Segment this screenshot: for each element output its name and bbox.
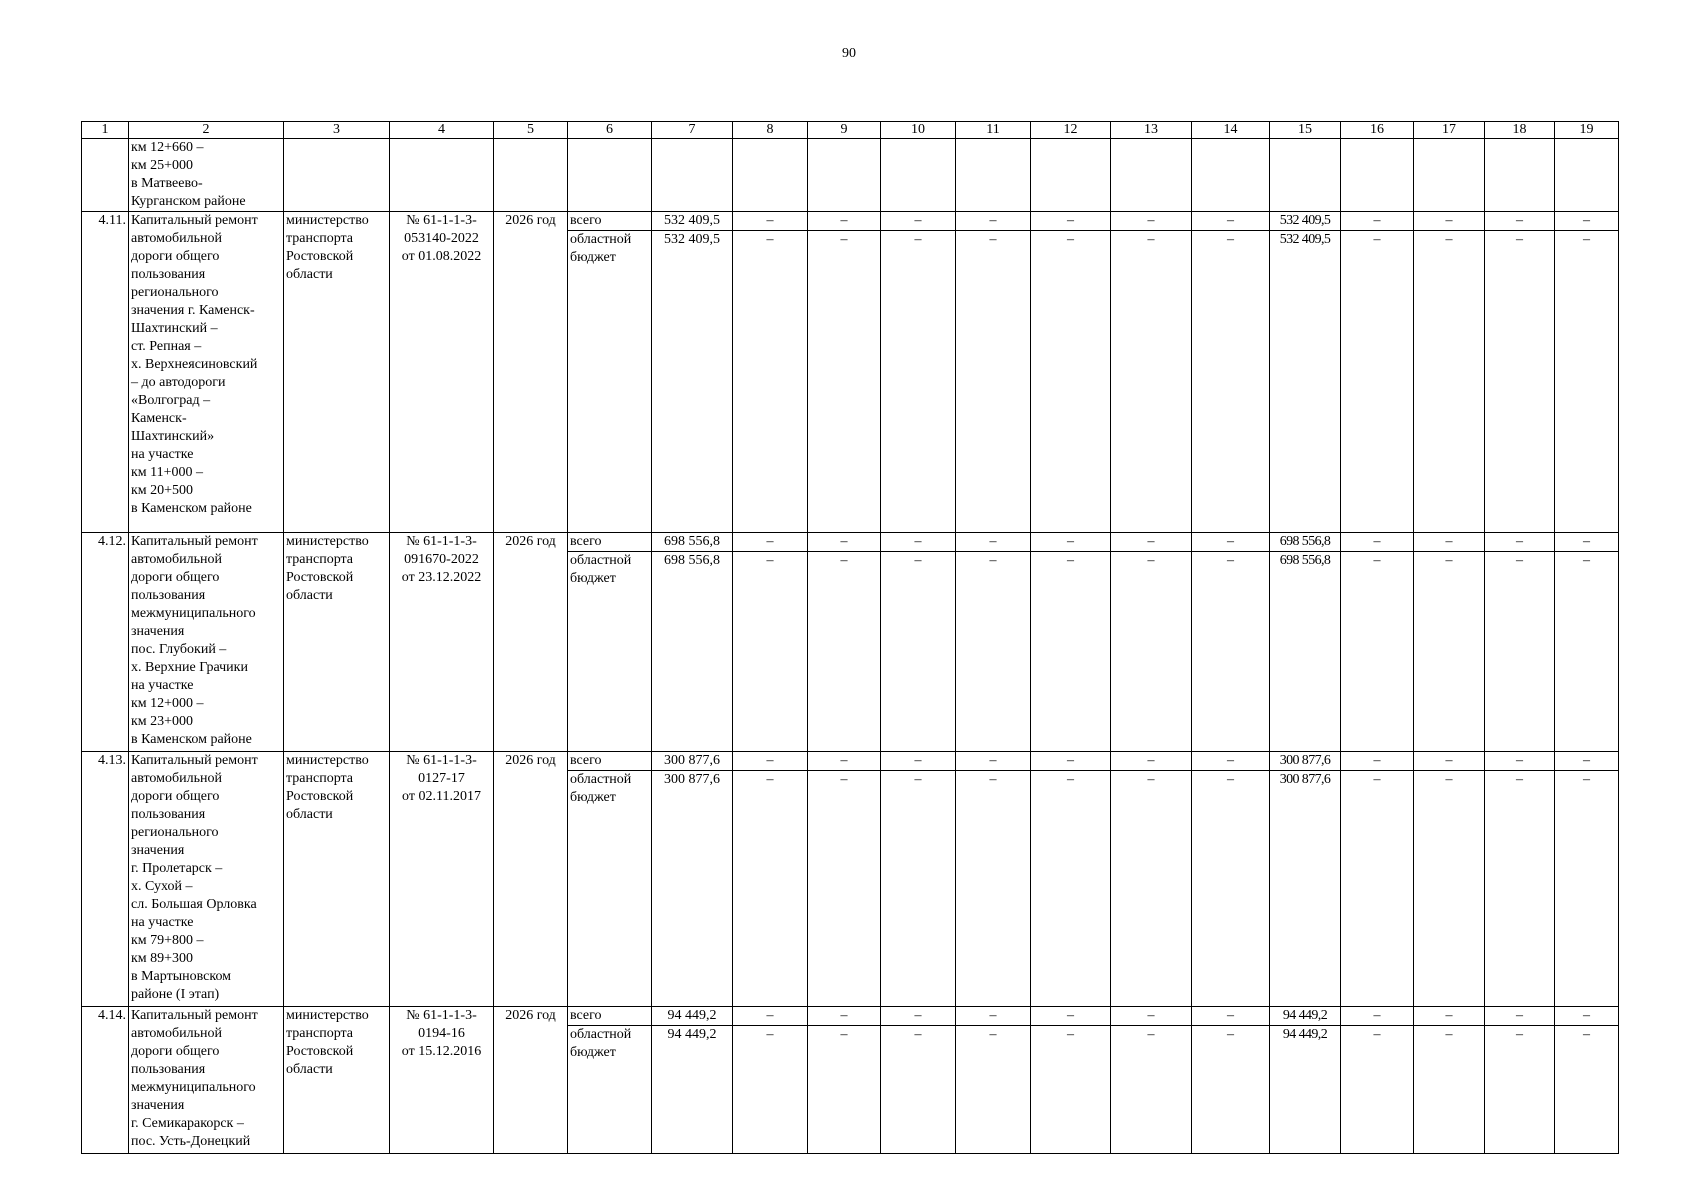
dash-cell: – bbox=[1485, 212, 1555, 231]
funding-source: областной бюджет bbox=[568, 552, 652, 752]
dash-cell: – bbox=[1031, 552, 1111, 752]
dash-cell: – bbox=[956, 212, 1031, 231]
object-name: Капитальный ремонт автомобильной дороги общего пользования межмуниципального значения пос. Глубокий – х. Верхние Грачики на участке км 12+000 – км 23+000 в Каменском районе bbox=[129, 533, 284, 752]
dash-cell: – bbox=[956, 1026, 1031, 1154]
dash-cell: – bbox=[1192, 1007, 1270, 1026]
col-header: 13 bbox=[1111, 122, 1192, 139]
dash-cell: – bbox=[1341, 771, 1414, 1007]
dash-cell: – bbox=[1341, 212, 1414, 231]
funding-source: областной бюджет bbox=[568, 771, 652, 1007]
dash-cell: – bbox=[1485, 1026, 1555, 1154]
dash-cell: – bbox=[881, 771, 956, 1007]
dash-cell: – bbox=[1414, 771, 1485, 1007]
table-row bbox=[82, 533, 1619, 552]
executor: министерство транспорта Ростовской области bbox=[284, 533, 390, 752]
row-number: 4.13. bbox=[82, 752, 129, 1007]
dash-cell: – bbox=[1111, 1026, 1192, 1154]
dash-cell: – bbox=[1111, 771, 1192, 1007]
dash-cell: – bbox=[1031, 231, 1111, 533]
amount-total: 94 449,2 bbox=[652, 1007, 733, 1026]
funding-source: всего bbox=[568, 212, 652, 231]
dash-cell: – bbox=[1485, 533, 1555, 552]
dash-cell: – bbox=[956, 1007, 1031, 1026]
table-row bbox=[82, 752, 1619, 771]
dash-cell: – bbox=[1555, 771, 1619, 1007]
dash-cell: – bbox=[1111, 533, 1192, 552]
dash-cell: – bbox=[1414, 212, 1485, 231]
dash-cell: – bbox=[1555, 552, 1619, 752]
dash-cell: – bbox=[881, 752, 956, 771]
amount-total: 300 877,6 bbox=[652, 771, 733, 1007]
amount-2026: 94 449,2 bbox=[1270, 1026, 1341, 1154]
dash-cell: – bbox=[1341, 1026, 1414, 1154]
year: 2026 год bbox=[494, 1007, 568, 1154]
dash-cell: – bbox=[881, 1026, 956, 1154]
dash-cell: – bbox=[1192, 212, 1270, 231]
amount-total: 532 409,5 bbox=[652, 212, 733, 231]
col-header: 18 bbox=[1485, 122, 1555, 139]
amount-total: 300 877,6 bbox=[652, 752, 733, 771]
dash-cell: – bbox=[808, 1026, 881, 1154]
dash-cell: – bbox=[1111, 552, 1192, 752]
col-header: 19 bbox=[1555, 122, 1619, 139]
col-header: 16 bbox=[1341, 122, 1414, 139]
document-number: № 61-1-1-3- 091670-2022 от 23.12.2022 bbox=[390, 533, 494, 752]
object-name: Капитальный ремонт автомобильной дороги общего пользования регионального значения г. Пролетарск – х. Сухой – сл. Большая Орловка на участке км 79+800 – км 89+300 в Мартыновском районе (I этап) bbox=[129, 752, 284, 1007]
dash-cell: – bbox=[733, 771, 808, 1007]
dash-cell: – bbox=[1111, 1007, 1192, 1026]
dash-cell: – bbox=[1414, 752, 1485, 771]
col-header: 6 bbox=[568, 122, 652, 139]
document-number: № 61-1-1-3- 0194-16 от 15.12.2016 bbox=[390, 1007, 494, 1154]
dash-cell: – bbox=[1192, 231, 1270, 533]
dash-cell: – bbox=[956, 231, 1031, 533]
dash-cell: – bbox=[1192, 771, 1270, 1007]
funding-source: областной бюджет bbox=[568, 231, 652, 533]
col-header: 15 bbox=[1270, 122, 1341, 139]
year: 2026 год bbox=[494, 752, 568, 1007]
dash-cell: – bbox=[1111, 231, 1192, 533]
dash-cell: – bbox=[733, 1007, 808, 1026]
amount-2026: 94 449,2 bbox=[1270, 1007, 1341, 1026]
object-name-continued: км 12+660 – км 25+000 в Матвеево- Курганском районе bbox=[129, 139, 284, 212]
dash-cell: – bbox=[1031, 1026, 1111, 1154]
col-header: 8 bbox=[733, 122, 808, 139]
dash-cell: – bbox=[733, 533, 808, 552]
executor: министерство транспорта Ростовской области bbox=[284, 752, 390, 1007]
amount-total: 698 556,8 bbox=[652, 552, 733, 752]
dash-cell: – bbox=[881, 1007, 956, 1026]
dash-cell: – bbox=[881, 552, 956, 752]
dash-cell: – bbox=[1341, 552, 1414, 752]
year: 2026 год bbox=[494, 533, 568, 752]
dash-cell: – bbox=[808, 771, 881, 1007]
amount-total: 94 449,2 bbox=[652, 1026, 733, 1154]
dash-cell: – bbox=[1341, 231, 1414, 533]
dash-cell: – bbox=[1555, 231, 1619, 533]
funding-source: всего bbox=[568, 1007, 652, 1026]
dash-cell: – bbox=[1414, 1007, 1485, 1026]
object-name: Капитальный ремонт автомобильной дороги общего пользования регионального значения г. Каменск- Шахтинский – ст. Репная – х. Верхнеясиновский – до автодороги «Волгоград – Каменск- Шахтинский» на участке км 11+000 – км 20+500 в Каменском районе bbox=[129, 212, 284, 533]
col-header: 17 bbox=[1414, 122, 1485, 139]
dash-cell: – bbox=[1555, 212, 1619, 231]
dash-cell: – bbox=[1485, 752, 1555, 771]
dash-cell: – bbox=[1414, 533, 1485, 552]
amount-2026: 300 877,6 bbox=[1270, 752, 1341, 771]
amount-total: 698 556,8 bbox=[652, 533, 733, 552]
amount-total: 532 409,5 bbox=[652, 231, 733, 533]
dash-cell: – bbox=[956, 771, 1031, 1007]
row-number: 4.12. bbox=[82, 533, 129, 752]
dash-cell: – bbox=[1192, 752, 1270, 771]
document-number: № 61-1-1-3- 053140-2022 от 01.08.2022 bbox=[390, 212, 494, 533]
dash-cell: – bbox=[1192, 533, 1270, 552]
object-name: Капитальный ремонт автомобильной дороги общего пользования межмуниципального значения г. Семикаракорск – пос. Усть-Донецкий bbox=[129, 1007, 284, 1154]
col-header: 4 bbox=[390, 122, 494, 139]
year: 2026 год bbox=[494, 212, 568, 533]
dash-cell: – bbox=[1485, 1007, 1555, 1026]
amount-2026: 532 409,5 bbox=[1270, 212, 1341, 231]
row-number: 4.14. bbox=[82, 1007, 129, 1154]
executor: министерство транспорта Ростовской области bbox=[284, 212, 390, 533]
dash-cell: – bbox=[733, 212, 808, 231]
page-number: 90 bbox=[842, 46, 856, 61]
dash-cell: – bbox=[1192, 552, 1270, 752]
dash-cell: – bbox=[1414, 1026, 1485, 1154]
col-header: 2 bbox=[129, 122, 284, 139]
budget-table bbox=[81, 121, 1619, 1154]
column-number-row bbox=[82, 122, 1619, 139]
dash-cell: – bbox=[956, 752, 1031, 771]
col-header: 3 bbox=[284, 122, 390, 139]
dash-cell: – bbox=[808, 752, 881, 771]
document-number: № 61-1-1-3- 0127-17 от 02.11.2017 bbox=[390, 752, 494, 1007]
dash-cell: – bbox=[1485, 552, 1555, 752]
funding-source: всего bbox=[568, 533, 652, 552]
col-header: 9 bbox=[808, 122, 881, 139]
col-header: 11 bbox=[956, 122, 1031, 139]
dash-cell: – bbox=[1555, 1026, 1619, 1154]
dash-cell: – bbox=[1341, 752, 1414, 771]
dash-cell: – bbox=[1555, 752, 1619, 771]
dash-cell: – bbox=[733, 231, 808, 533]
dash-cell: – bbox=[808, 1007, 881, 1026]
dash-cell: – bbox=[1485, 231, 1555, 533]
dash-cell: – bbox=[1341, 533, 1414, 552]
dash-cell: – bbox=[1555, 533, 1619, 552]
executor: министерство транспорта Ростовской области bbox=[284, 1007, 390, 1154]
dash-cell: – bbox=[881, 212, 956, 231]
continuation-row bbox=[82, 139, 1619, 212]
dash-cell: – bbox=[808, 552, 881, 752]
dash-cell: – bbox=[956, 552, 1031, 752]
dash-cell: – bbox=[1485, 771, 1555, 1007]
dash-cell: – bbox=[1414, 231, 1485, 533]
table-row bbox=[82, 212, 1619, 231]
funding-source: всего bbox=[568, 752, 652, 771]
funding-source: областной бюджет bbox=[568, 1026, 652, 1154]
dash-cell: – bbox=[1031, 533, 1111, 552]
dash-cell: – bbox=[1111, 212, 1192, 231]
col-header: 10 bbox=[881, 122, 956, 139]
amount-2026: 532 409,5 bbox=[1270, 231, 1341, 533]
amount-2026: 698 556,8 bbox=[1270, 552, 1341, 752]
dash-cell: – bbox=[881, 533, 956, 552]
dash-cell: – bbox=[808, 533, 881, 552]
dash-cell: – bbox=[881, 231, 956, 533]
dash-cell: – bbox=[1414, 552, 1485, 752]
dash-cell: – bbox=[1111, 752, 1192, 771]
dash-cell: – bbox=[1555, 1007, 1619, 1026]
dash-cell: – bbox=[1031, 1007, 1111, 1026]
dash-cell: – bbox=[733, 552, 808, 752]
col-header: 1 bbox=[82, 122, 129, 139]
row-number: 4.11. bbox=[82, 212, 129, 533]
dash-cell: – bbox=[733, 752, 808, 771]
dash-cell: – bbox=[1341, 1007, 1414, 1026]
col-header: 12 bbox=[1031, 122, 1111, 139]
dash-cell: – bbox=[808, 212, 881, 231]
table-row bbox=[82, 1007, 1619, 1026]
dash-cell: – bbox=[1192, 1026, 1270, 1154]
dash-cell: – bbox=[1031, 752, 1111, 771]
dash-cell: – bbox=[733, 1026, 808, 1154]
col-header: 7 bbox=[652, 122, 733, 139]
dash-cell: – bbox=[956, 533, 1031, 552]
amount-2026: 698 556,8 bbox=[1270, 533, 1341, 552]
col-header: 5 bbox=[494, 122, 568, 139]
amount-2026: 300 877,6 bbox=[1270, 771, 1341, 1007]
dash-cell: – bbox=[808, 231, 881, 533]
dash-cell: – bbox=[1031, 212, 1111, 231]
col-header: 14 bbox=[1192, 122, 1270, 139]
dash-cell: – bbox=[1031, 771, 1111, 1007]
